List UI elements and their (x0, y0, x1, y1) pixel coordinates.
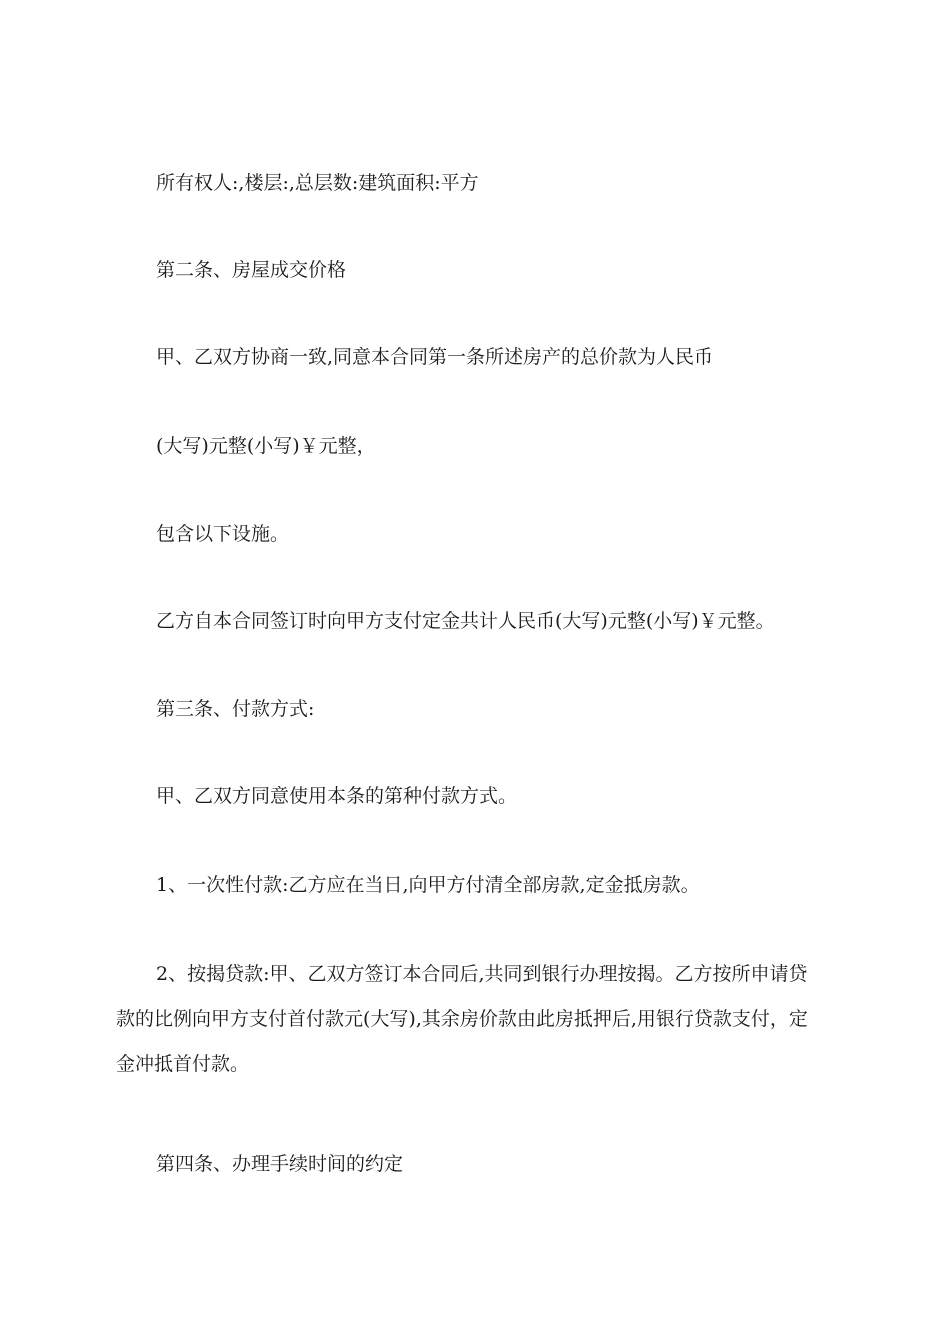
price-amount-line: (大写)元整(小写)￥元整， (156, 435, 376, 457)
mortgage-payment-item (116, 962, 808, 1097)
mortgage-line-3: 金冲抵首付款。 (116, 1053, 250, 1075)
total-price-paragraph: 甲、乙双方协商一致,同意本合同第一条所述房产的总价款为人民币 (156, 346, 714, 368)
article-3-heading: 第三条、付款方式: (156, 698, 315, 720)
owner-floor-area-line: 所有权人:,楼层:,总层数:建筑面积:平方 (156, 172, 479, 194)
deposit-paragraph: 乙方自本合同签订时向甲方支付定金共计人民币(大写)元整(小写)￥元整。 (156, 610, 775, 632)
lump-sum-payment-item: 1、一次性付款:乙方应在当日,向甲方付清全部房款,定金抵房款。 (156, 874, 700, 896)
article-4-heading: 第四条、办理手续时间的约定 (156, 1153, 404, 1175)
article-2-heading: 第二条、房屋成交价格 (156, 259, 347, 281)
facilities-line: 包含以下设施。 (156, 523, 290, 545)
payment-method-choice: 甲、乙双方同意使用本条的第种付款方式。 (156, 785, 518, 807)
mortgage-line-2: 款的比例向甲方支付首付款元(大写),其余房价款由此房抵押后,用银行贷款支付，定 (116, 1008, 808, 1030)
mortgage-line-1: 2、按揭贷款:甲、乙双方签订本合同后,共同到银行办理按揭。乙方按所申请贷 (156, 963, 808, 985)
